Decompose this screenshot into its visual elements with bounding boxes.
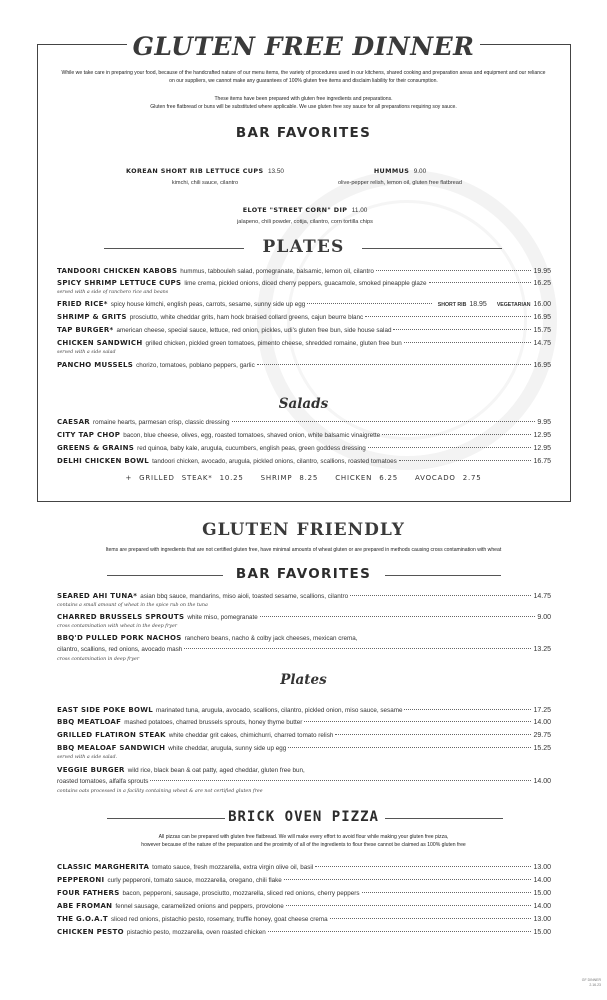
fav-price: 11.00: [351, 207, 368, 214]
dot-leader: [184, 648, 531, 649]
menu-code: [582, 978, 601, 988]
menu-item: [57, 361, 551, 371]
menu-item: [57, 444, 551, 454]
item-price: 16.95: [533, 362, 551, 369]
item-name: CITY TAP CHOP: [57, 431, 121, 439]
item-desc: spicy house kimchi, english peas, carrots, sesame, sunny side up egg: [110, 301, 306, 308]
gfr-plates-heading: Plates: [280, 672, 327, 688]
item-price: 13.00: [533, 864, 551, 871]
fav-name: HUMMUS: [373, 167, 410, 175]
item-price: 14.00: [533, 877, 551, 884]
menu-item: [57, 915, 551, 925]
item-name: CLASSIC MARGHERITA: [57, 863, 150, 871]
dot-leader: [284, 879, 532, 880]
item-price: 14.00: [533, 903, 551, 910]
item-desc: sliced red onions, pistachio pesto, rosemary, truffle honey, goat cheese crema: [111, 916, 328, 923]
item-name: CHARRED BRUSSELS SPROUTS: [57, 613, 185, 621]
item-name: VEGGIE BURGER: [57, 766, 125, 774]
item-name: EAST SIDE POKE BOWL: [57, 706, 154, 714]
dot-leader: [232, 421, 536, 422]
item-desc: white cheddar grit cakes, chimichurri, charred tomato relish: [168, 732, 334, 739]
dot-leader: [330, 918, 532, 919]
dot-leader: [260, 616, 536, 617]
item-desc: chorizo, tomatoes, poblano peppers, garlic: [136, 362, 255, 369]
item-desc: red quinoa, baby kale, arugula, cucumbers, english peas, green goddess dressing: [137, 445, 366, 452]
menu-item: [57, 279, 551, 289]
item-desc-2: roasted tomatoes, alfalfa sprouts: [57, 778, 149, 785]
item-name: TANDOORI CHICKEN KABOBS: [57, 267, 178, 275]
item-price: 14.75: [533, 340, 551, 347]
item-desc: marinated tuna, arugula, avocado, scallions, cilantro, pickled onion, miso sauce, sesame: [156, 707, 403, 714]
menu-item: [57, 731, 551, 741]
menu-item: [57, 339, 551, 349]
item-name: TAP BURGER*: [57, 326, 114, 334]
item-price: 19.95: [533, 268, 551, 275]
fav-item: [100, 160, 310, 186]
item-name: THE G.O.A.T: [57, 915, 108, 923]
item-name: SEARED AHI TUNA*: [57, 592, 138, 600]
item-desc: american cheese, special sauce, lettuce, red onion, pickles, udi's gluten free bun, side house salad: [116, 327, 392, 334]
item-price: 14.00: [533, 778, 551, 785]
item-price: 14.75: [533, 593, 551, 600]
menu-item: [57, 300, 551, 310]
menu-item: [57, 744, 551, 754]
disclaimer-text: While we take care in preparing your food, because of the handcrafted nature of our menu items, the variety of procedures used in our kitchens, shared cooking and preparation areas and equipment and our reliance on our suppliers, we cannot make any guarantees of 100% gluten free items and disclaim liability for their consumption.: [61, 70, 546, 84]
dot-leader: [399, 460, 532, 461]
dot-leader: [429, 282, 532, 283]
dot-leader: [315, 866, 531, 867]
item-desc: asian bbq sauce, mandarins, miso aioli, toasted sesame, scallions, cilantro: [140, 593, 349, 600]
addon: + GRILLED STEAK* 10.25: [125, 474, 244, 482]
gf-bar-favorites-heading: BAR FAVORITES: [235, 125, 372, 141]
fav-desc: olive-pepper relish, lemon oil, gluten free flatbread: [337, 180, 463, 186]
item-desc: ranchero beans, nacho & colby jack cheeses, mexican crema,: [184, 635, 358, 642]
menu-item: [57, 902, 551, 912]
item-price: 15.25: [533, 745, 551, 752]
item-price: 12.95: [533, 432, 551, 439]
item-desc: bacon, blue cheese, olives, egg, roasted tomatoes, shaved onion, white balsamic vinaigrette: [123, 432, 381, 439]
menu-item: [57, 418, 551, 428]
item-desc: bacon, pepperoni, sausage, prosciutto, mozzarella, sliced red onions, cherry peppers: [122, 890, 360, 897]
addon: CHICKEN 6.25: [335, 474, 398, 482]
item-desc: tandoori chicken, avocado, arugula, pickled onions, cilantro, scallions, roasted tomatoes: [152, 458, 397, 465]
item-name: GREENS & GRAINS: [57, 444, 135, 452]
fav-name: KOREAN SHORT RIB LETTUCE CUPS: [126, 167, 264, 175]
option-label: SHORT RIB: [437, 302, 467, 308]
menu-item: [57, 876, 551, 886]
item-desc: prosciutto, white cheddar grits, ham hock braised collard greens, cajun beurre blanc: [129, 314, 364, 321]
item-name: CAESAR: [57, 418, 90, 426]
item-desc: lime crema, pickled onions, diced cherry peppers, guacamole, smoked pineapple glaze: [184, 280, 427, 287]
dot-leader: [150, 780, 531, 781]
item-note: served with a side salad: [57, 350, 116, 355]
menu-item: [57, 457, 551, 467]
item-price: 12.95: [533, 445, 551, 452]
gf-salads-heading: Salads: [278, 396, 329, 412]
item-continuation: [57, 778, 551, 785]
fav-price: 9.00: [413, 168, 427, 175]
menu-item: [57, 326, 551, 336]
addon: AVOCADO 2.75: [415, 474, 482, 482]
item-name: CHICKEN SANDWICH: [57, 339, 143, 347]
item-continuation: [57, 646, 551, 653]
pizza-note-1: All pizzas can be prepared with gluten free flatbread. We will make every effort to avoid flour while making your gluten free pizza,: [158, 834, 449, 840]
menu-item: [57, 613, 551, 623]
item-price: 13.00: [533, 916, 551, 923]
dot-leader: [307, 303, 431, 304]
item-name: FOUR FATHERS: [57, 889, 120, 897]
fav-name: ELOTE "STREET CORN" DIP: [242, 206, 348, 214]
item-desc-2: cilantro, scallions, red onions, avocado mash: [57, 646, 183, 653]
item-name: CHICKEN PESTO: [57, 928, 124, 936]
item-name: BBQ'D PULLED PORK NACHOS: [57, 634, 182, 642]
dot-leader: [304, 721, 531, 722]
item-desc: wild rice, black bean & oat patty, aged cheddar, gluten free bun,: [127, 767, 305, 774]
addon: SHRIMP 8.25: [260, 474, 319, 482]
dot-leader: [404, 709, 531, 710]
item-name: FRIED RICE*: [57, 300, 108, 308]
dot-leader: [362, 892, 532, 893]
menu-item: [57, 267, 551, 277]
item-note: served with a side salad.: [57, 755, 118, 760]
item-note: served with a side of ranchero rice and beans: [57, 290, 169, 295]
item-price: 17.25: [533, 707, 551, 714]
item-desc: curly pepperoni, tomato sauce, mozzarella, oregano, chili flake: [107, 877, 282, 884]
item-note: contains a small amount of wheat in the spice rub on the tuna: [57, 603, 208, 608]
dot-leader: [368, 447, 532, 448]
item-note: contains oats processed in a facility containing wheat & are not certified gluten free: [57, 789, 263, 794]
menu-item: [57, 431, 551, 441]
item-desc: pistachio pesto, mozzarella, oven roasted chicken: [126, 929, 266, 936]
item-desc: fennel sausage, caramelized onions and peppers, provolone: [115, 903, 284, 910]
item-note: cross contamination in deep fryer: [57, 657, 140, 662]
option-label: VEGETARIAN: [496, 302, 531, 308]
item-price: 16.75: [533, 458, 551, 465]
item-price: 16.95: [533, 314, 551, 321]
menu-item: [57, 634, 551, 644]
item-price: 16.00: [533, 301, 551, 308]
item-desc: tomato sauce, fresh mozzarella, extra virgin olive oil, basil: [152, 864, 314, 871]
dot-leader: [393, 329, 531, 330]
gfr-bar-favorites-heading: BAR FAVORITES: [235, 566, 372, 582]
item-name: PEPPERONI: [57, 876, 105, 884]
item-desc: hummus, tabbouleh salad, pomegranate, balsamic, lemon oil, cilantro: [180, 268, 374, 275]
menu-item: [57, 706, 551, 716]
item-price: 18.95: [469, 301, 487, 308]
item-name: DELHI CHICKEN BOWL: [57, 457, 150, 465]
menu-item: [57, 863, 551, 873]
page-title: GLUTEN FREE DINNER: [0, 32, 607, 61]
dot-leader: [382, 434, 531, 435]
menu-code-label: GF DINNER: [581, 978, 601, 982]
item-price: 14.00: [533, 719, 551, 726]
pizza-note-2: however because of the nature of the preparation and the proximity of all of the ingredients to flour these cannot be claimed as 100% gluten free: [141, 842, 466, 848]
item-name: SHRIMP & GRITS: [57, 313, 127, 321]
item-name: PANCHO MUSSELS: [57, 361, 134, 369]
item-price: 9.95: [537, 419, 551, 426]
fav-item: [180, 199, 430, 225]
item-price: 29.75: [533, 732, 551, 739]
menu-item: [57, 592, 551, 602]
item-price: 15.75: [533, 327, 551, 334]
item-price: 9.00: [537, 614, 551, 621]
fav-price: 13.50: [267, 168, 284, 175]
dot-leader: [365, 316, 531, 317]
fav-desc: jalapeno, chili powder, cotija, cilantro, corn tortilla chips: [237, 219, 373, 225]
dot-leader: [268, 931, 532, 932]
item-desc: romaine hearts, parmesan crisp, classic dressing: [93, 419, 230, 426]
menu-date: 2.16.23: [589, 983, 601, 987]
gluten-friendly-title: GLUTEN FRIENDLY: [202, 520, 405, 540]
fav-desc: kimchi, chili sauce, cilantro: [171, 180, 239, 186]
gf-plates-heading: PLATES: [262, 237, 345, 257]
item-price: 15.00: [533, 890, 551, 897]
item-note: cross contamination with wheat in the deep fryer: [57, 624, 178, 629]
item-desc: white miso, pomegranate: [187, 614, 258, 621]
menu-item: [57, 718, 551, 728]
dot-leader: [257, 364, 532, 365]
item-name: GRILLED FLATIRON STEAK: [57, 731, 166, 739]
item-name: SPICY SHRIMP LETTUCE CUPS: [57, 279, 182, 287]
dot-leader: [288, 747, 531, 748]
pizza-heading: BRICK OVEN PIZZA: [228, 809, 379, 825]
menu-item: [57, 889, 551, 899]
dot-leader: [376, 270, 532, 271]
item-name: ABE FROMAN: [57, 902, 113, 910]
item-price: 16.25: [533, 280, 551, 287]
dot-leader: [404, 342, 532, 343]
item-name: BBQ MEATLOAF: [57, 718, 122, 726]
gf-note-2: Gluten free flatbread or buns will be substituted where applicable. We use gluten free soy sauce for all preparations requiring soy sauce.: [150, 104, 457, 110]
gluten-friendly-intro: Items are prepared with ingredients that are not certified gluten free, have minimal amounts of wheat gluten or are prepared in methods causing cross contamination with wheat: [105, 547, 502, 553]
menu-item: [57, 766, 551, 776]
menu-item: [57, 928, 551, 938]
dot-leader: [350, 595, 531, 596]
item-price: 13.25: [533, 646, 551, 653]
item-desc: white cheddar, arugula, sunny side up egg: [168, 745, 287, 752]
item-desc: mashed potatoes, charred brussels sprouts, honey thyme butter: [124, 719, 303, 726]
gf-note-1: These items have been prepared with gluten free ingredients and preparations.: [214, 96, 393, 102]
dot-leader: [335, 734, 531, 735]
salad-addons: [0, 474, 607, 482]
menu-item: [57, 313, 551, 323]
item-desc: grilled chicken, pickled green tomatoes, pimento cheese, shredded romaine, gluten free bun: [145, 340, 402, 347]
fav-item: [300, 160, 500, 186]
item-price: 15.00: [533, 929, 551, 936]
item-name: BBQ MEALOAF SANDWICH: [57, 744, 166, 752]
dot-leader: [286, 905, 532, 906]
